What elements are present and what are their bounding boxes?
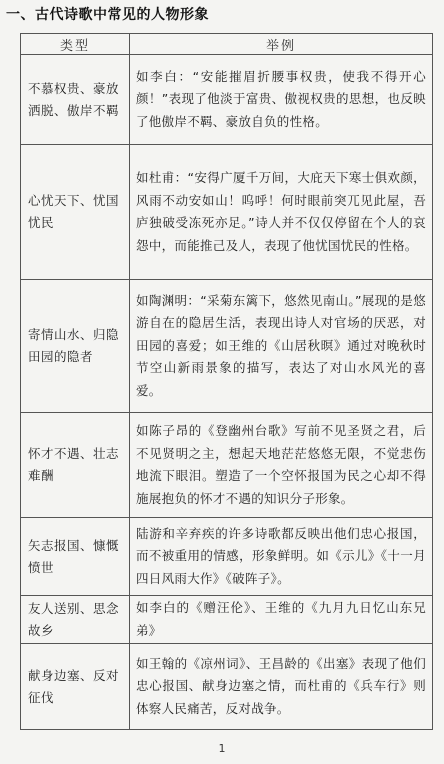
row-type: 寄情山水、归隐田园的隐者 <box>21 280 130 413</box>
row-example: 如王翰的《凉州词》、王昌龄的《出塞》表现了他们忠心报国、献身边塞之情，而杜甫的《兵车行》则体察人民痛苦，反对战争。 <box>130 644 433 730</box>
row-type: 心忧天下、忧国忧民 <box>21 145 130 280</box>
character-image-table <box>20 33 433 730</box>
row-example: 如陈子昂的《登幽州台歌》写前不见圣贤之君，后不见贤明之主，想起天地茫茫悠悠无限，不觉悲伤地流下眼泪。塑造了一个空怀报国为民之心却不得施展抱负的怀才不遇的知识分子形象。 <box>130 413 433 518</box>
page-number: 1 <box>218 742 226 755</box>
row-example: 如李白：“安能摧眉折腰事权贵，使我不得开心颜！”表现了他淡于富贵、傲视权贵的思想，也反映了他傲岸不羁、豪放自负的性格。 <box>130 55 433 145</box>
table-row <box>21 596 433 644</box>
table-row <box>21 55 433 145</box>
table-row <box>21 280 433 413</box>
row-type: 矢志报国、慷慨愤世 <box>21 518 130 596</box>
table-row <box>21 413 433 518</box>
header-example: 举例 <box>130 34 433 55</box>
table-header-row <box>21 34 433 55</box>
header-type: 类型 <box>21 34 130 55</box>
table-row <box>21 644 433 730</box>
row-example: 如李白的《赠汪伦》、王维的《九月九日忆山东兄弟》 <box>130 596 433 644</box>
table-row <box>21 518 433 596</box>
row-type: 友人送别、思念故乡 <box>21 596 130 644</box>
row-type: 献身边塞、反对征伐 <box>21 644 130 730</box>
row-example: 如杜甫：“安得广厦千万间，大庇天下寒士俱欢颜，风雨不动安如山！呜呼！何时眼前突兀见此屋，吾庐独破受冻死亦足。”诗人并不仅仅停留在个人的哀怨中，而能推己及人，表现了他忧国忧民的性格。 <box>130 145 433 280</box>
row-example: 陆游和辛弃疾的许多诗歌都反映出他们忠心报国，而不被重用的情感，形象鲜明。如《示儿》《十一月四日风雨大作》《破阵子》。 <box>130 518 433 596</box>
row-example: 如陶渊明：“采菊东篱下，悠然见南山。”展现的是悠游自在的隐居生活，表现出诗人对官场的厌恶，对田园的喜爱；如王维的《山居秋暝》通过对晚秋时节空山新雨景象的描写，表达了对山水风光的喜爱。 <box>130 280 433 413</box>
row-type: 不慕权贵、豪放洒脱、傲岸不羁 <box>21 55 130 145</box>
row-type: 怀才不遇、壮志难酬 <box>21 413 130 518</box>
section-title: 一、古代诗歌中常见的人物形象 <box>6 7 209 23</box>
table-row <box>21 145 433 280</box>
